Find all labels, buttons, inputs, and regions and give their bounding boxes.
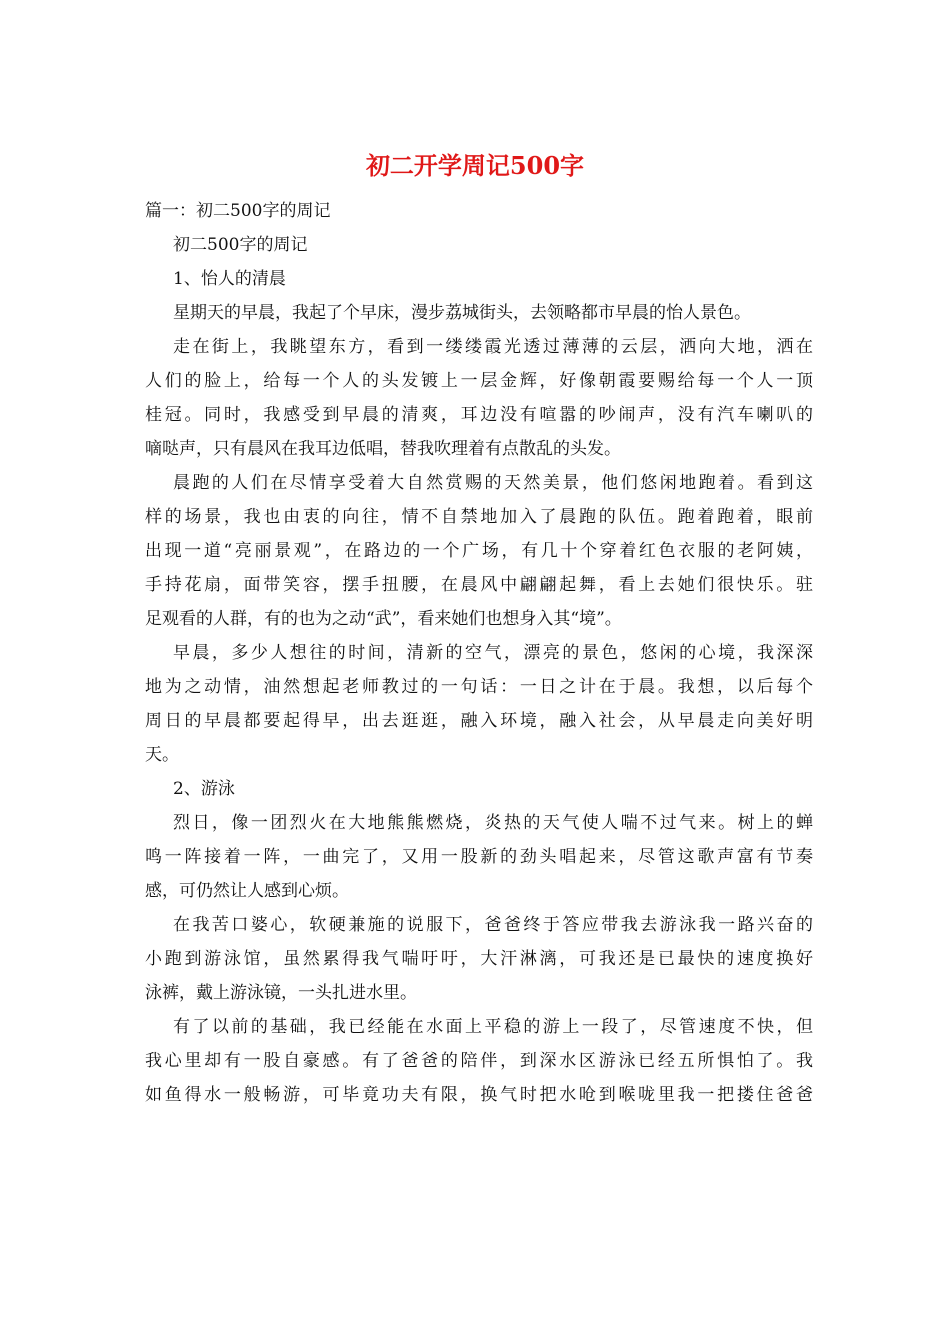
paragraph-line: 鸣一阵接着一阵，一曲完了，又用一股新的劲头唱起来，尽管这歌声富有节奏	[145, 847, 813, 867]
paragraph-line: 我心里却有一股自豪感。有了爸爸的陪伴，到深水区游泳已经五所惧怕了。我	[145, 1051, 813, 1071]
paragraph-line: 感，可仍然让人感到心烦。	[145, 881, 349, 901]
paragraph-line: 如鱼得水一般畅游，可毕竟功夫有限，换气时把水呛到喉咙里我一把搂住爸爸	[145, 1085, 813, 1105]
paragraph	[145, 636, 813, 772]
document-title: 初二开学周记500字	[365, 151, 585, 180]
paragraph-line: 样的场景，我也由衷的向往，情不自禁地加入了晨跑的队伍。跑着跑着，眼前	[145, 507, 813, 527]
paragraph-line: 周日的早晨都要起得早，出去逛逛，融入环境，融入社会，从早晨走向美好明	[145, 711, 813, 731]
paragraph-line: 足观看的人群，有的也为之动“武”，看来她们也想身入其“境”。	[145, 609, 622, 629]
sub-heading-swimming: 2、游泳	[173, 779, 235, 799]
paragraph-line: 星期天的早晨，我起了个早床，漫步荔城街头，去领略都市早晨的怡人景色。	[173, 303, 751, 323]
paragraph-line: 晨跑的人们在尽情享受着大自然赏赐的天然美景，他们悠闲地跑着。看到这	[173, 473, 813, 493]
paragraph-line: 人们的脸上，给每一个人的头发镀上一层金辉，好像朝霞要赐给每一个人一顶	[145, 371, 813, 391]
paragraph-line: 地为之动情，油然想起老师教过的一句话：一日之计在于晨。我想，以后每个	[145, 677, 813, 697]
paragraph-line: 烈日，像一团烈火在大地熊熊燃烧，炎热的天气使人喘不过气来。树上的蝉	[173, 813, 813, 833]
section-heading: 篇一：初二500字的周记	[145, 201, 331, 221]
paragraph	[145, 296, 813, 330]
paragraph-line: 手持花扇，面带笑容，摆手扭腰，在晨风中翩翩起舞，看上去她们很快乐。驻	[145, 575, 813, 595]
paragraph-line: 桂冠。同时，我感受到早晨的清爽，耳边没有喧嚣的吵闹声，没有汽车喇叭的	[145, 405, 813, 425]
paragraph-line: 泳裤，戴上游泳镜，一头扎进水里。	[145, 983, 417, 1003]
paragraph	[145, 330, 813, 466]
paragraph	[145, 908, 813, 1010]
paragraph	[145, 1010, 813, 1112]
document-body	[145, 194, 813, 1112]
paragraph-line: 走在街上，我眺望东方，看到一缕缕霞光透过薄薄的云层，洒向大地，洒在	[173, 337, 813, 357]
paragraph-line: 嘀哒声，只有晨风在我耳边低唱，替我吹理着有点散乱的头发。	[145, 439, 621, 459]
sub-heading-morning: 1、怡人的清晨	[173, 269, 286, 289]
paragraph-line: 早晨，多少人想往的时间，清新的空气，漂亮的景色，悠闲的心境，我深深	[173, 643, 813, 663]
paragraph	[145, 466, 813, 636]
paragraph-line: 在我苦口婆心，软硬兼施的说服下，爸爸终于答应带我去游泳我一路兴奋的	[173, 915, 813, 935]
paragraph-line: 出现一道“亮丽景观”，在路边的一个广场，有几十个穿着红色衣服的老阿姨，	[145, 541, 813, 561]
paragraph-line: 有了以前的基础，我已经能在水面上平稳的游上一段了，尽管速度不快，但	[173, 1017, 813, 1037]
paragraph-line: 天。	[145, 745, 179, 765]
paragraph-line: 小跑到游泳馆，虽然累得我气喘吁吁，大汗淋漓，可我还是已最快的速度换好	[145, 949, 813, 969]
paragraph	[145, 806, 813, 908]
subtitle: 初二500字的周记	[173, 235, 308, 255]
